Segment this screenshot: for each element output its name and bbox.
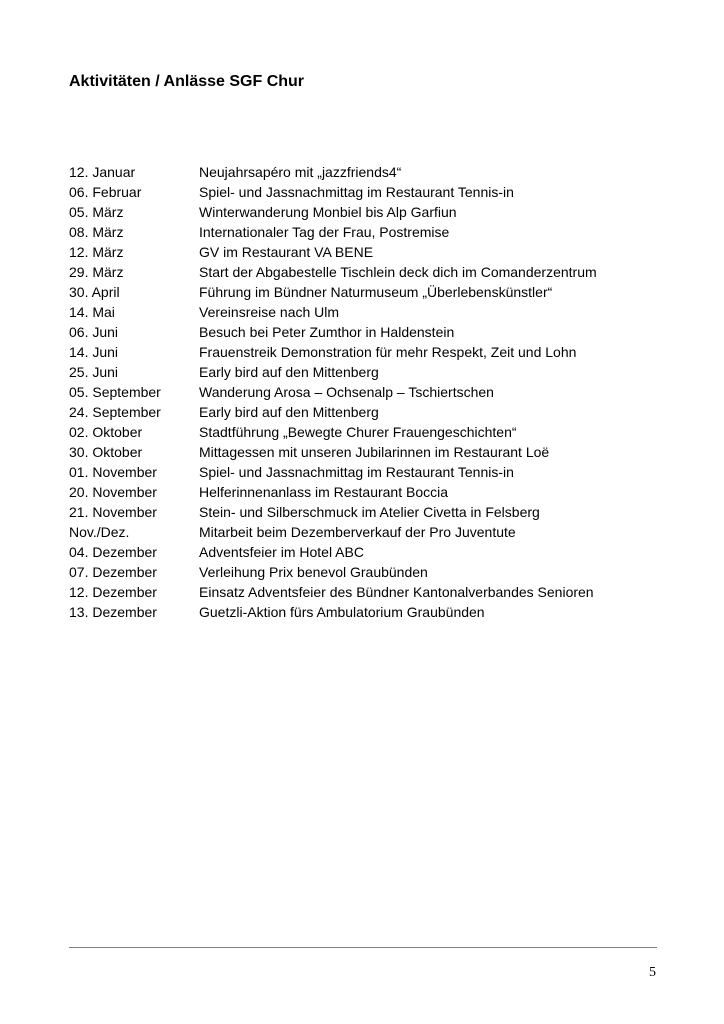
event-date: 01. November bbox=[69, 464, 157, 480]
event-row bbox=[69, 282, 669, 302]
event-description: Adventsfeier im Hotel ABC bbox=[199, 544, 364, 560]
event-description: Early bird auf den Mittenberg bbox=[199, 364, 379, 380]
footer-divider bbox=[69, 947, 657, 948]
event-row bbox=[69, 262, 669, 282]
event-description: Neujahrsapéro mit „jazzfriends4“ bbox=[199, 164, 402, 180]
event-date: 02. Oktober bbox=[69, 424, 143, 440]
event-date: 05. März bbox=[69, 204, 124, 220]
event-date: 21. November bbox=[69, 504, 157, 520]
event-row bbox=[69, 322, 669, 342]
event-date: 05. September bbox=[69, 384, 161, 400]
event-row bbox=[69, 482, 669, 502]
event-row bbox=[69, 342, 669, 362]
event-description: GV im Restaurant VA BENE bbox=[199, 244, 374, 260]
event-date: 14. Mai bbox=[69, 304, 115, 320]
event-date: 20. November bbox=[69, 484, 157, 500]
event-date: 13. Dezember bbox=[69, 604, 157, 620]
event-date: 29. März bbox=[69, 264, 124, 280]
event-row bbox=[69, 382, 669, 402]
event-date: 24. September bbox=[69, 404, 161, 420]
event-description: Stadtführung „Bewegte Churer Frauengeschichten“ bbox=[199, 424, 517, 440]
event-row bbox=[69, 522, 669, 542]
event-description: Start der Abgabestelle Tischlein deck dich im Comanderzentrum bbox=[199, 264, 597, 280]
event-date: 06. Juni bbox=[69, 324, 119, 340]
event-list bbox=[69, 162, 669, 622]
event-row bbox=[69, 182, 669, 202]
event-description: Mittagessen mit unseren Jubilarinnen im Restaurant Loë bbox=[199, 444, 550, 460]
event-row bbox=[69, 242, 669, 262]
event-row bbox=[69, 562, 669, 582]
event-description: Spiel- und Jassnachmittag im Restaurant Tennis-in bbox=[199, 464, 514, 480]
page-title: Aktivitäten / Anlässe SGF Chur bbox=[69, 72, 305, 90]
event-date: 12. Dezember bbox=[69, 584, 157, 600]
event-description: Mitarbeit beim Dezemberverkauf der Pro Juventute bbox=[199, 524, 516, 540]
event-row bbox=[69, 222, 669, 242]
event-row bbox=[69, 502, 669, 522]
event-description: Einsatz Adventsfeier des Bündner Kantonalverbandes Senioren bbox=[199, 584, 594, 600]
event-row bbox=[69, 422, 669, 442]
event-description: Besuch bei Peter Zumthor in Haldenstein bbox=[199, 324, 455, 340]
event-description: Stein- und Silberschmuck im Atelier Civetta in Felsberg bbox=[199, 504, 540, 520]
event-date: 12. März bbox=[69, 244, 124, 260]
event-date: 30. April bbox=[69, 284, 120, 300]
event-row bbox=[69, 442, 669, 462]
event-description: Internationaler Tag der Frau, Postremise bbox=[199, 224, 450, 240]
event-date: Nov./Dez. bbox=[69, 524, 130, 540]
event-description: Wanderung Arosa – Ochsenalp – Tschiertschen bbox=[199, 384, 494, 400]
event-date: 08. März bbox=[69, 224, 124, 240]
event-description: Führung im Bündner Naturmuseum „Überlebenskünstler“ bbox=[199, 284, 553, 300]
event-date: 06. Februar bbox=[69, 184, 142, 200]
event-description: Guetzli-Aktion fürs Ambulatorium Graubünden bbox=[199, 604, 485, 620]
page-number: 5 bbox=[649, 965, 656, 980]
event-row bbox=[69, 202, 669, 222]
event-description: Helferinnenanlass im Restaurant Boccia bbox=[199, 484, 449, 500]
event-description: Spiel- und Jassnachmittag im Restaurant Tennis-in bbox=[199, 184, 514, 200]
event-description: Winterwanderung Monbiel bis Alp Garfiun bbox=[199, 204, 457, 220]
event-row bbox=[69, 302, 669, 322]
event-row bbox=[69, 602, 669, 622]
event-row bbox=[69, 462, 669, 482]
event-row bbox=[69, 162, 669, 182]
event-date: 25. Juni bbox=[69, 364, 119, 380]
event-description: Early bird auf den Mittenberg bbox=[199, 404, 379, 420]
event-description: Vereinsreise nach Ulm bbox=[199, 304, 340, 320]
event-row bbox=[69, 402, 669, 422]
event-date: 04. Dezember bbox=[69, 544, 157, 560]
event-row bbox=[69, 542, 669, 562]
event-date: 30. Oktober bbox=[69, 444, 143, 460]
event-date: 14. Juni bbox=[69, 344, 119, 360]
event-date: 07. Dezember bbox=[69, 564, 157, 580]
event-row bbox=[69, 362, 669, 382]
event-description: Verleihung Prix benevol Graubünden bbox=[199, 564, 428, 580]
event-description: Frauenstreik Demonstration für mehr Respekt, Zeit und Lohn bbox=[199, 344, 577, 360]
event-row bbox=[69, 582, 669, 602]
event-date: 12. Januar bbox=[69, 164, 136, 180]
